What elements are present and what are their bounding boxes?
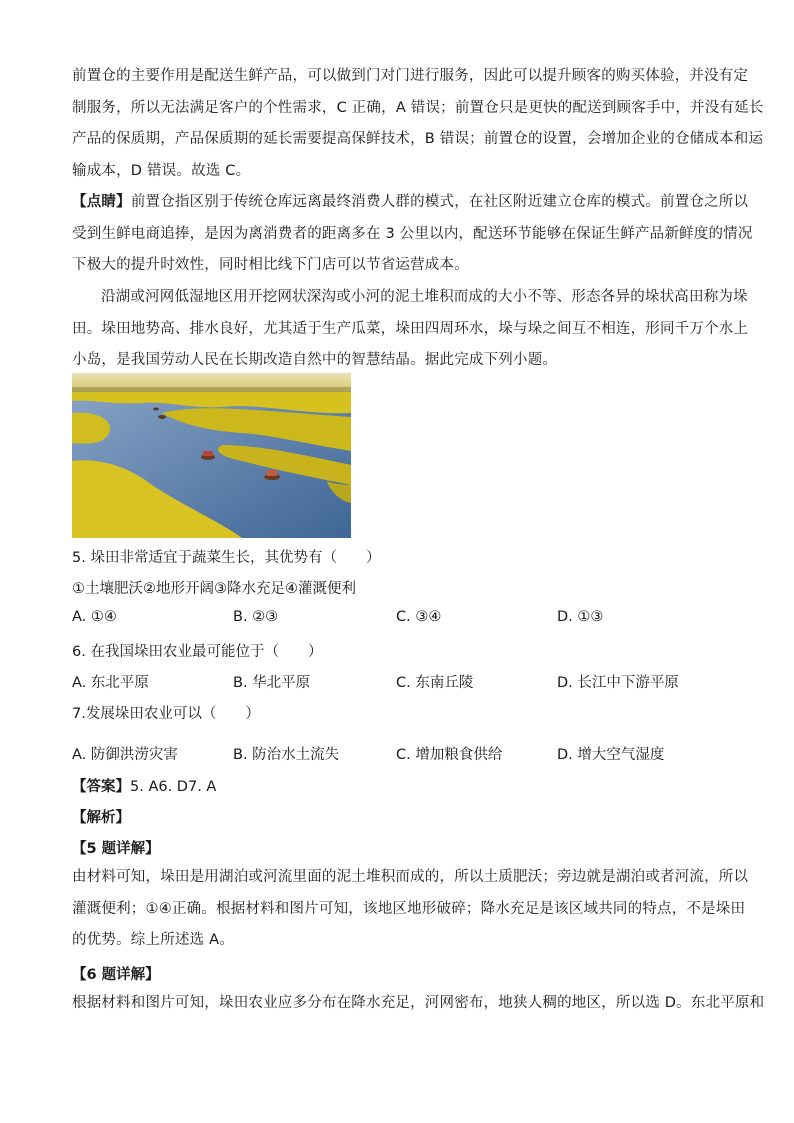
text-line: 灌溉便利；①④正确。根据材料和图片可知，该地区地形破碎；降水充足是该区域共同的特点，不是垛田 [72,900,746,917]
text-line: 产品的保质期，产品保质期的延长需要提高保鲜技术，B 错误；前置仓的设置，会增加企业的仓储成本和运 [72,131,764,147]
q6-detail-paragraph [72,988,765,1020]
dianjing-paragraph [72,187,753,282]
question-5-stem: 5. 垛田非常适宜于蔬菜生长，其优势有（ ） [72,550,381,566]
text-line: 前置仓的主要作用是配送生鲜产品，可以做到门对门进行服务，因此可以提升顾客的购买体验，并没有定 [72,68,749,84]
q6-option-b: B. 华北平原 [233,675,311,691]
intro-paragraph [72,282,749,377]
q7-option-c: C. 增加粮食供给 [396,747,503,763]
answer-line [72,775,216,796]
text-line: 输成本，D 错误。故选 C。 [72,162,251,179]
answer-tag: 【答案】 [72,779,130,795]
text-line: 受到生鲜电商追捧，是因为离消费者的距离多在 3 公里以内，配送环节能够在保证生鲜产品新鲜度的情况 [72,225,753,242]
q6-detail-tag: 【6 题详解】 [72,967,160,983]
q5-option-d: D. ①③ [557,609,604,625]
q5-detail-tag: 【5 题详解】 [72,841,160,857]
text-line [72,187,749,219]
q6-option-c: C. 东南丘陵 [396,675,474,691]
duotian-photo [72,373,351,538]
q6-option-d: D. 长江中下游平原 [557,675,679,691]
dianjing-tag: 【点睛】 [72,194,131,210]
question-5-substem: ①土壤肥沃②地形开阔③降水充足④灌溉便利 [72,581,356,597]
answer-text: 5. A6. D7. A [130,779,217,795]
text-line: 由材料可知，垛田是用湖泊或河流里面的泥土堆积而成的，所以土质肥沃；旁边就是湖泊或者河流，所以 [72,869,749,885]
text-line: 的优势。综上所述选 A。 [72,932,234,948]
text-line: 田。垛田地势高、排水良好，尤其适于生产瓜菜，垛田四周环水，垛与垛之间互不相连，形同千万个水上 [72,320,749,337]
text-line: 制服务，所以无法满足客户的个性需求，C 正确，A 错误；前置仓只是更快的配送到顾客手中，并没有延长 [72,99,764,116]
jiexi-tag: 【解析】 [72,810,130,826]
q5-option-a: A. ①④ [72,609,117,625]
q7-option-b: B. 防治水土流失 [233,747,340,763]
q7-option-d: D. 增大空气湿度 [557,747,665,763]
q5-option-b: B. ②③ [233,609,279,625]
text-line: 根据材料和图片可知，垛田农业应多分布在降水充足，河网密布，地狭人稠的地区，所以选 D。东北平原和 [72,995,765,1011]
q5-detail-paragraph [72,862,749,957]
text-line: 小岛，是我国劳动人民在长期改造自然中的智慧结晶。据此完成下列小题。 [72,352,558,368]
q7-option-a: A. 防御洪涝灾害 [72,747,178,763]
text-line: 下极大的提升时效性，同时相比线下门店可以节省运营成本。 [72,257,469,273]
text-line: 沿湖或河网低湿地区用开挖网状深沟或小河的泥土堆积而成的大小不等、形态各异的垛状高田称为垛 [101,289,748,305]
q6-option-a: A. 东北平原 [72,675,149,691]
explanation-paragraph [72,61,764,187]
q5-option-c: C. ③④ [396,609,442,625]
question-7-stem: 7.发展垛田农业可以（ ） [72,706,260,722]
question-6-stem: 6. 在我国垛田农业最可能位于（ ） [72,644,323,660]
dianjing-text: 前置仓指区别于传统仓库远离最终消费人群的模式，在社区附近建立仓库的模式。前置仓之所以 [130,194,749,210]
